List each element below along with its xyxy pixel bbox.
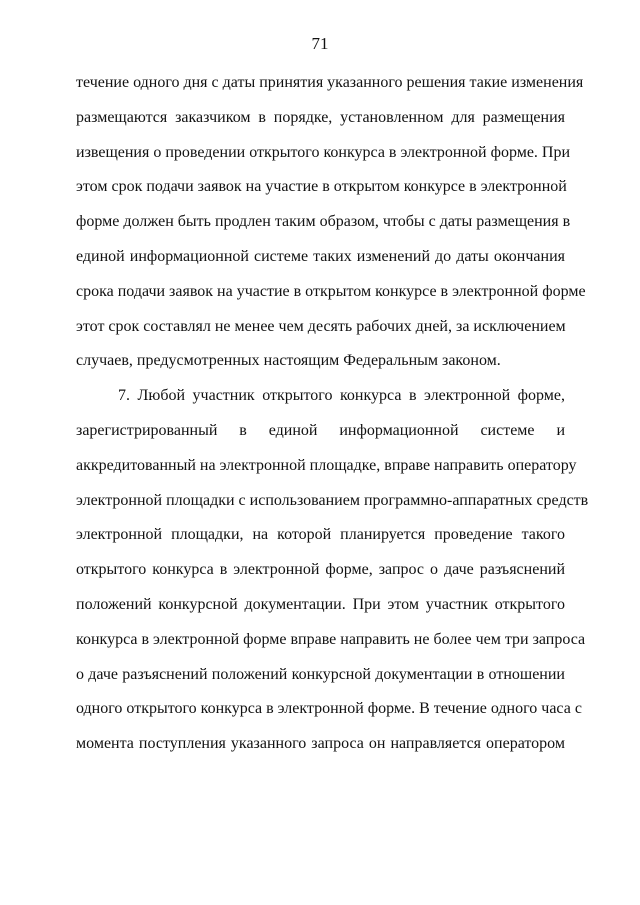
text-line: течение одного дня с даты принятия указанного решения такие изменения [76, 74, 584, 91]
text-line: аккредитованный на электронной площадке, вправе направить оператору [76, 456, 577, 474]
text-line: зарегистрированный в единой информационной системе и [76, 422, 565, 439]
text-line: электронной площадки с использованием программно-аппаратных средств [76, 491, 589, 509]
text-line: момента поступления указанного запроса он направляется оператором [76, 735, 565, 753]
text-line: о даче разъяснений положений конкурсной документации в отношении [76, 665, 565, 683]
text-line: одного открытого конкурса в электронной форме. В течение одного часа с [76, 700, 582, 718]
text-line: случаев, предусмотренных настоящим Федеральным законом. [76, 352, 501, 370]
text-line: форме должен быть продлен таким образом, чтобы с даты размещения в [76, 213, 571, 231]
text-line: конкурса в электронной форме вправе направить не более чем три запроса [76, 630, 586, 648]
text-line: единой информационной системе таких изменений до даты окончания [76, 248, 565, 265]
text-line: этот срок составлял не менее чем десять рабочих дней, за исключением [76, 317, 566, 335]
text-line: электронной площадки, на которой планируется проведение такого [76, 526, 565, 544]
page-number: 71 [311, 34, 329, 53]
text-line: извещения о проведении открытого конкурса в электронной форме. При [76, 143, 571, 161]
text-line: открытого конкурса в электронной форме, запрос о даче разъяснений [76, 561, 565, 579]
text-line: размещаются заказчиком в порядке, установленном для размещения [76, 108, 565, 126]
text-line: положений конкурсной документации. При этом участник открытого [76, 596, 565, 613]
text-line: этом срок подачи заявок на участие в открытом конкурсе в электронной [76, 178, 567, 196]
text-line: срока подачи заявок на участие в открытом конкурсе в электронной форме [76, 282, 586, 300]
text-line: 7. Любой участник открытого конкурса в электронной форме, [118, 387, 565, 405]
